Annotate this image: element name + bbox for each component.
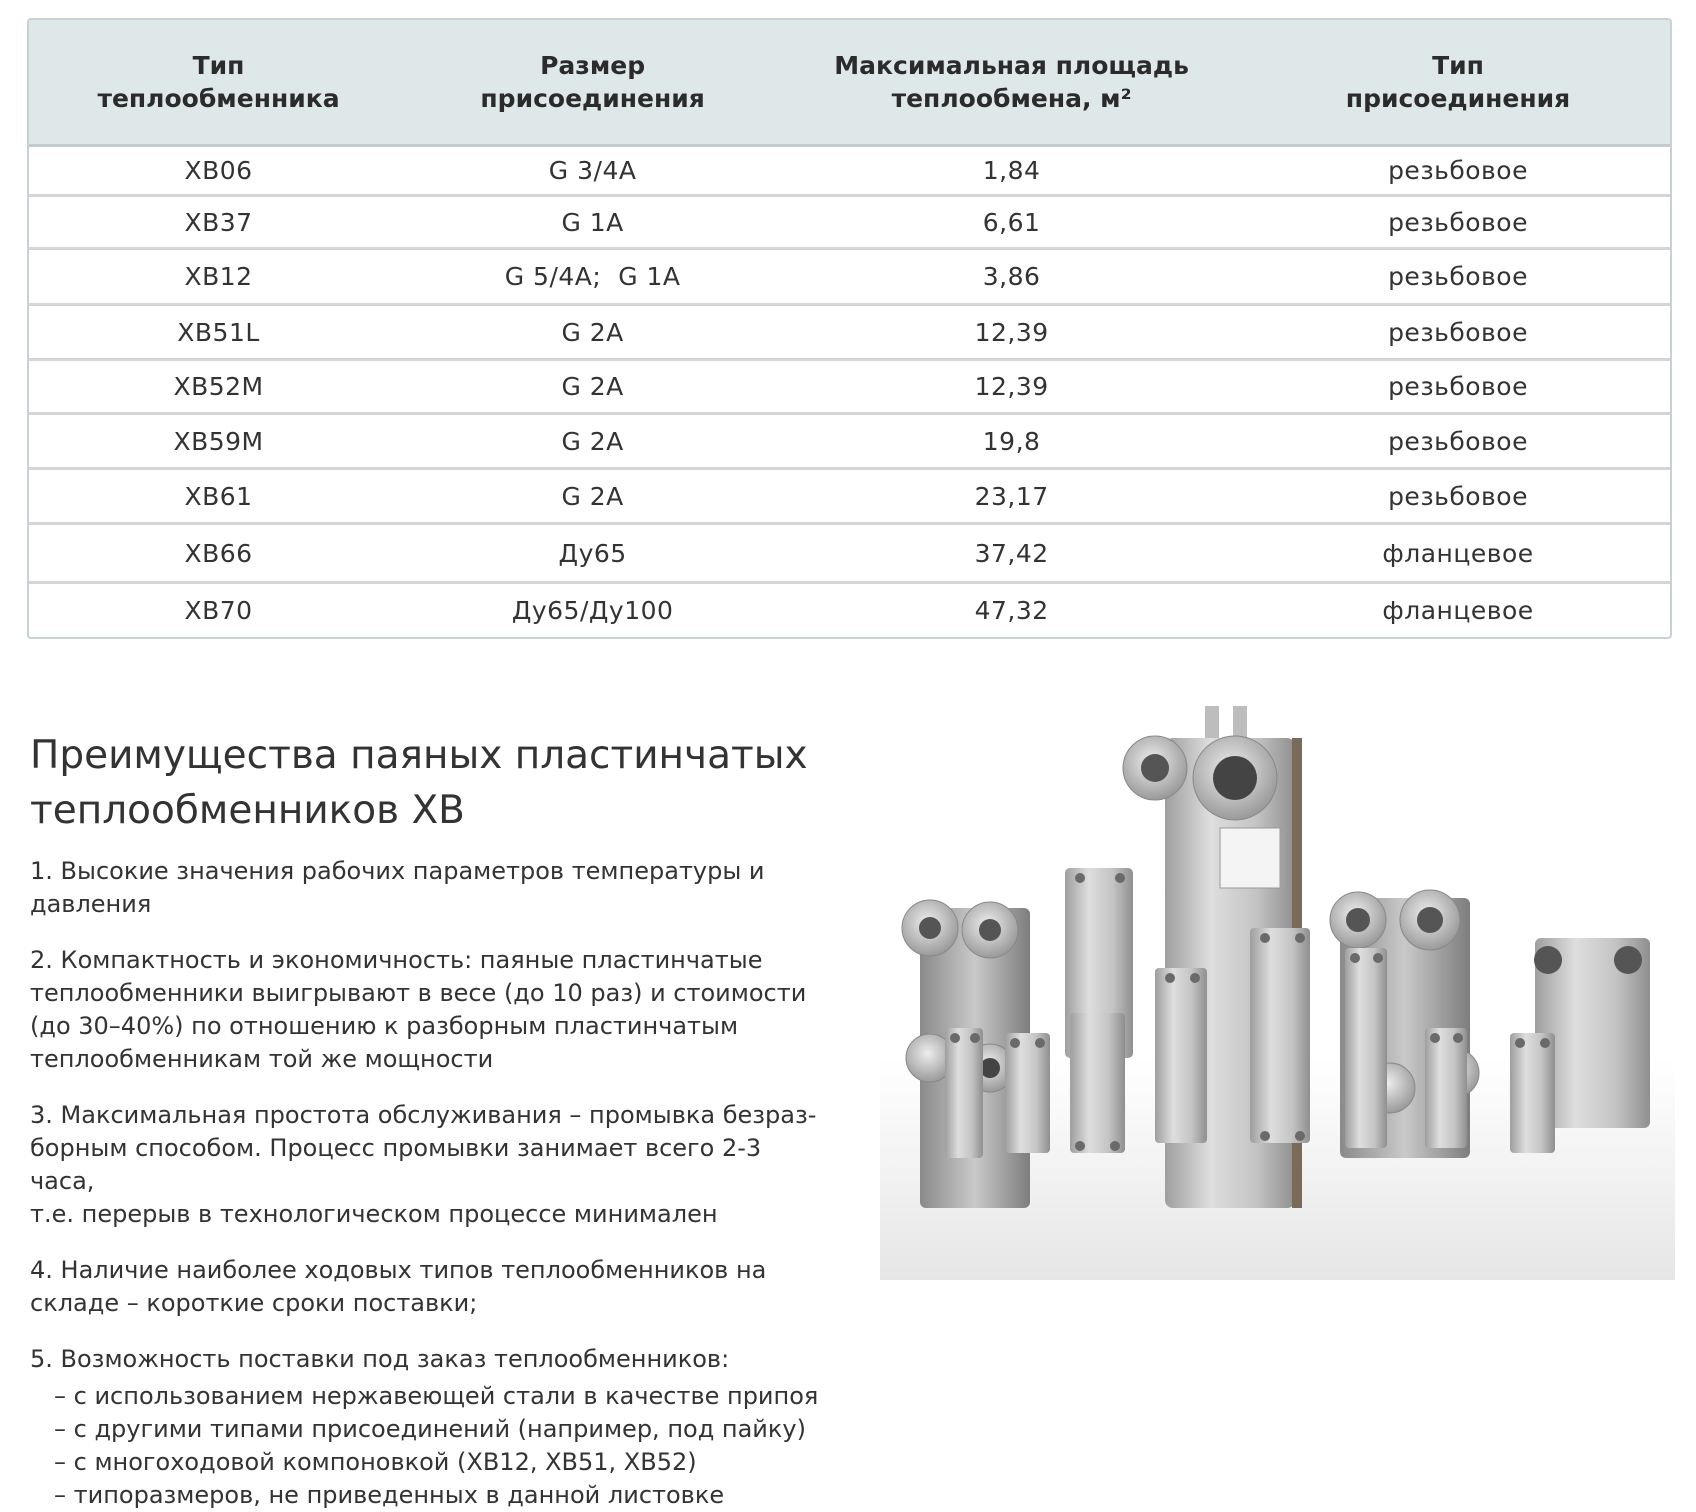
spec-table [27,18,1672,639]
header-max-area: Максимальная площадь теплообмена, м² [834,51,1189,113]
table-body [29,147,1670,637]
table-row [29,412,1670,467]
advantage-item: 3. Максимальная простота обслуживания – промывка безраз- борным способом. Процесс промывки занимает всего 2-3 часа, т.е. перерыв в технологическом процессе минимален [30,1101,817,1228]
cell-connection: резьбовое [1388,262,1528,291]
cell-connection: резьбовое [1388,372,1528,401]
table-row [29,194,1670,247]
cell-connection: резьбовое [1388,426,1528,456]
cell-type: XB66 [184,538,253,568]
advantage-item: 4. Наличие наиболее ходовых типов теплообменников на складе – короткие сроки поставки; [30,1256,767,1317]
cell-connection: резьбовое [1388,481,1528,511]
cell-size: G 2A [561,426,624,456]
cell-area: 1,84 [982,156,1041,185]
table-row [29,358,1670,412]
cell-connection: фланцевое [1382,538,1534,568]
cell-area: 12,39 [974,372,1049,401]
cell-type: XB59M [173,426,264,456]
table-row [29,147,1670,194]
table-row [29,581,1670,637]
header-connection-type: Тип присоединения [1345,51,1571,113]
table-row [29,247,1670,303]
order-options-list [30,1380,830,1512]
order-option: – с многоходовой компоновкой (XB12, XB51, XB52) [54,1448,697,1476]
cell-type: XB70 [184,596,253,625]
heat-exchangers-photo [880,698,1675,1280]
table-row [29,467,1670,522]
cell-size: G 2A [561,317,624,347]
order-option: – с использованием нержавеющей стали в качестве припоя [54,1382,819,1410]
cell-connection: резьбовое [1388,156,1528,185]
cell-type: XB37 [184,207,253,237]
cell-size: Ду65 [558,538,627,568]
cell-size: G 1A [561,207,624,237]
table-row [29,522,1670,581]
cell-type: XB52M [173,372,264,401]
cell-connection: резьбовое [1388,207,1528,237]
cell-area: 23,17 [974,481,1049,511]
cell-area: 12,39 [974,317,1049,347]
cell-type: XB06 [184,156,253,185]
cell-area: 37,42 [974,538,1049,568]
small-exchanger [1425,1028,1467,1148]
cell-size: G 2A [561,372,624,401]
cell-connection: фланцевое [1382,596,1534,625]
cell-area: 47,32 [974,596,1049,625]
table-row [29,303,1670,358]
advantage-item: 1. Высокие значения рабочих параметров температуры и давления [30,857,765,918]
table-header [29,20,1670,147]
small-exchanger [1070,1013,1125,1153]
slim-exchanger [1250,928,1310,1143]
cell-size: G 5/4A; G 1A [504,262,681,291]
advantages-list [30,855,830,1512]
cell-type: XB51L [177,317,260,347]
small-exchanger [1155,968,1207,1143]
order-option: – типоразмеров, не приведенных в данной листовке [54,1481,725,1509]
cell-connection: резьбовое [1388,317,1528,347]
header-connection-size: Размер присоединения [480,51,705,113]
small-exchanger [1005,1033,1050,1153]
cell-size: G 2A [561,481,624,511]
advantage-item: 2. Компактность и экономичность: паяные пластинчатые теплообменники выигрывают в весе (до 10 раз) и стоимости (до 30–40%) по отношению к разборным пластинчатым теплообменникам той же мощности [30,946,807,1073]
cell-size: G 3/4A [548,156,637,185]
cell-size: Ду65/Ду100 [511,596,674,625]
cell-type: XB61 [184,481,253,511]
cell-type: XB12 [184,262,253,291]
advantage-item: 5. Возможность поставки под заказ теплообменников: [30,1345,730,1373]
advantages-title: Преимущества паяных пластинчатых теплообменников XB [30,733,808,833]
header-type: Тип теплообменника [97,51,340,113]
cell-area: 6,61 [982,207,1041,237]
small-exchanger [1510,1033,1555,1153]
slim-exchanger [1345,948,1387,1148]
cell-area: 19,8 [982,426,1041,456]
small-exchanger [945,1028,983,1158]
cell-area: 3,86 [982,262,1041,291]
order-option: – с другими типами присоединений (например, под пайку) [54,1415,806,1443]
